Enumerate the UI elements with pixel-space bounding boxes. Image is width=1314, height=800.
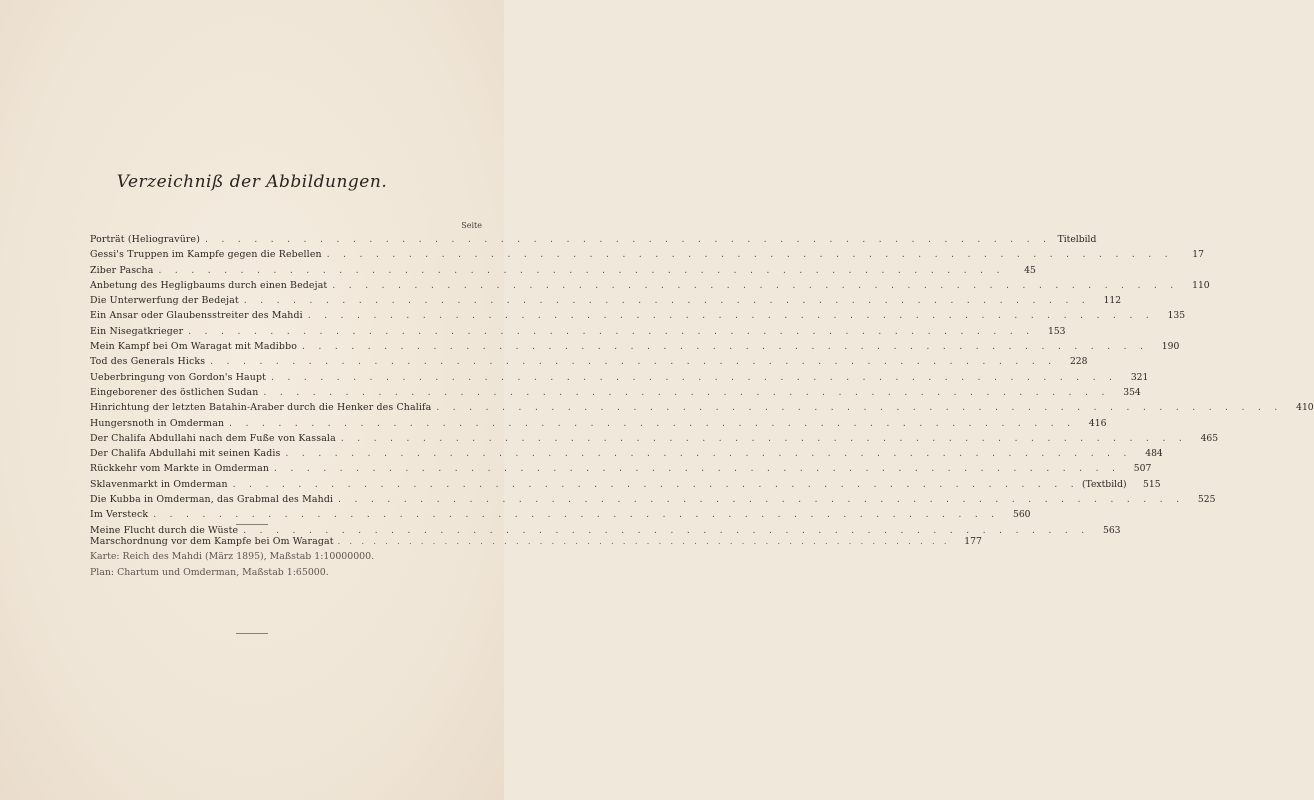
list-item <box>90 549 483 564</box>
list-item <box>90 370 1149 385</box>
list-item <box>90 232 1097 247</box>
list-item <box>90 565 483 580</box>
entry-page: 560 <box>1012 509 1031 521</box>
entry-page: 228 <box>1069 356 1088 368</box>
list-item <box>90 354 1088 369</box>
divider-rule <box>236 633 268 634</box>
entry-page: 17 <box>1192 249 1204 261</box>
entry-page: 112 <box>1103 295 1122 307</box>
entry-label: Ein Ansar oder Glaubensstreiter des Mahdi <box>90 310 303 322</box>
list-item <box>90 534 982 549</box>
leader-dots: . . . . . . . . . . . . . . . . . . . . . . . . . . . . . . . . . . . . . . . . . . . . . . . . . . . . <box>209 357 1056 367</box>
entry-note: (Textbild) <box>1082 478 1127 490</box>
entry-page: 410 <box>1296 402 1314 414</box>
list-item <box>90 477 1161 492</box>
leader-dots: . . . . . . . . . . . . . . . . . . . . . . . . . . . . . . . . . . . . . . . . . . . . . . . . . . . . <box>435 403 1282 413</box>
leader-dots: . . . . . . . . . . . . . . . . . . . . . . . . . . . . . . . . . . . . . . . . . . . . . . . . . . . . <box>301 342 1148 352</box>
entry-page: 45 <box>1024 264 1036 276</box>
leader-dots: . . . . . . . . . . . . . . . . . . . . . . . . . . . . . . . . . . . . . . . . . . . . . . . . . . . . <box>157 265 1004 275</box>
entry-label: Im Versteck <box>90 509 149 521</box>
entry-page: 321 <box>1130 371 1149 383</box>
list-item <box>90 492 1216 507</box>
entry-label: Mein Kampf bei Om Waragat mit Madibbo <box>90 341 298 353</box>
list-item <box>90 293 1122 308</box>
supplement-list <box>90 534 982 580</box>
leader-dots: . . . . . . . . . . . . . . . . . . . . . . . . . . . . . . . . . . . . . . . . . . . . . . . . . . . . <box>273 464 1120 474</box>
list-item <box>90 263 1036 278</box>
entry-label: Gessi's Truppen im Kampfe gegen die Rebellen <box>90 249 322 261</box>
entry-page: 153 <box>1047 325 1066 337</box>
leader-dots: . . . . . . . . . . . . . . . . . . . . . . . . . . . . . . . . . . . . . . . . . . . . . . . . . . . . <box>187 326 1034 336</box>
leader-dots: . . . . . . . . . . . . . . . . . . . . . . . . . . . . . . . . . . . . . . . . . . . . . . . . . . . . <box>284 449 1131 459</box>
entry-label: Hungersnoth in Omderman <box>90 417 225 429</box>
illustrations-list <box>90 232 1314 538</box>
leader-dots: . . . . . . . . . . . . . . . . . . . . . . . . . . . . . . . . . . . . . . . . . . . . . . . . . . . . <box>339 433 1187 443</box>
entry-page: 135 <box>1167 310 1186 322</box>
list-item <box>90 308 1186 323</box>
entry-label: Anbetung des Hegligbaums durch einen Bedejat <box>90 279 328 291</box>
list-item <box>90 431 1219 446</box>
list-item <box>90 400 1314 415</box>
page-title: Verzeichniß der Abbildungen. <box>116 172 388 192</box>
divider-rule <box>236 524 268 525</box>
entry-page: Titelbild <box>1057 234 1097 245</box>
leader-dots: . . . . . . . . . . . . . . . . . . . . . . . . . . . . . . . . . . . . . . . . . . . . . . . . . . . . <box>331 280 1178 290</box>
seite-column-header: Seite <box>461 221 482 230</box>
leader-dots: . . . . . . . . . . . . . . . . . . . . . . . . . . . . . . . . . . . . . . . . . . . . . . . . . . . . <box>270 372 1117 382</box>
list-item <box>90 339 1180 354</box>
leader-dots: . . . . . . . . . . . . . . . . . . . . . . . . . . . . . . . . . . . . . . . . . . . . . . . . . . . . <box>231 479 1078 489</box>
list-item <box>90 278 1210 293</box>
entry-label: Rückkehr vom Markte in Omderman <box>90 463 270 475</box>
entry-label: Die Kubba in Omderman, das Grabmal des Mahdi <box>90 494 334 506</box>
leader-dots: . . . . . . . . . . . . . . . . . . . . . . . . . . . . . . . . . . . . . . . . . . . . . . . . . . . . <box>228 418 1075 428</box>
entry-page: 507 <box>1133 463 1152 475</box>
entry-page: 354 <box>1123 386 1141 398</box>
leader-dots: . . . . . . . . . . . . . . . . . . . . . . . . . . . . . . . . . . . . . . . . . . . . . . . . . . . . <box>242 525 1089 535</box>
list-item <box>90 247 1204 262</box>
leader-dots: . . . . . . . . . . . . . . . . . . . . . . . . . . . . . . . . . . . . . . . . . . . . . . . . . . . . <box>204 235 1051 244</box>
entry-label: Tod des Generals Hicks <box>90 356 206 368</box>
entry-label: Ziber Pascha <box>90 264 154 276</box>
entry-label: Eingeborener des östlichen Sudan <box>90 386 259 398</box>
list-item <box>90 507 1031 522</box>
entry-label: Ueberbringung von Gordon's Haupt <box>90 371 267 383</box>
leader-dots: . . . . . . . . . . . . . . . . . . . . . . . . . . . . . . . . . . . . . . . . . . . . . . . . . . . . <box>152 510 999 520</box>
entry-page: 484 <box>1145 448 1163 460</box>
list-item <box>90 416 1107 431</box>
entry-label: Der Chalifa Abdullahi nach dem Fuße von Kassala <box>90 432 336 444</box>
list-item <box>90 324 1066 339</box>
entry-page: 525 <box>1197 494 1216 506</box>
plan-entry: Plan: Chartum und Omderman, Maßstab 1:65000. <box>90 566 329 578</box>
entry-label: Die Unterwerfung der Bedejat <box>90 295 239 307</box>
entry-label: Der Chalifa Abdullahi mit seinen Kadis <box>90 448 281 460</box>
entry-label: Marschordnung vor dem Kampfe bei Om Waragat <box>90 536 334 547</box>
list-item <box>90 461 1152 476</box>
leader-dots: . . . . . . . . . . . . . . . . . . . . . . . . . . . . . . . . . . . . . . . . . . . . . . . . . . . . <box>262 387 1109 397</box>
entry-page: 110 <box>1192 279 1210 291</box>
entry-page: 190 <box>1161 341 1180 353</box>
map-entry: Karte: Reich des Mahdi (März 1895), Maßstab 1:10000000. <box>90 551 375 563</box>
entry-label: Ein Nisegatkrieger <box>90 325 184 337</box>
leader-dots: . . . . . . . . . . . . . . . . . . . . . . . . . . . . . . . . . . . . . . . . . . . . . . . . . . . . <box>306 311 1154 321</box>
entry-page: 177 <box>964 536 982 547</box>
entry-label: Meine Flucht durch die Wüste <box>90 524 239 536</box>
entry-page: 416 <box>1088 417 1107 429</box>
entry-label: Porträt (Heliogravüre) <box>90 234 201 245</box>
entry-page: 465 <box>1200 432 1219 444</box>
leader-dots: . . . . . . . . . . . . . . . . . . . . . . . . . . . . . . . . . . . . . . . . . . . . . . . . . . . . <box>325 250 1172 260</box>
list-item <box>90 385 1141 400</box>
leader-dots: . . . . . . . . . . . . . . . . . . . . . . . . . . . . . . . . . . . . . . . . . . . . . . . . . . . . <box>242 296 1090 306</box>
entry-label: Sklavenmarkt in Omderman <box>90 478 228 490</box>
entry-label: Hinrichtung der letzten Batahin-Araber durch die Henker des Chalifa <box>90 402 432 414</box>
entry-page: 563 <box>1102 524 1121 536</box>
leader-dots: . . . . . . . . . . . . . . . . . . . . . . . . . . . . . . . . . . . . . . . . . . . . . . . . . . . . <box>337 537 950 546</box>
entry-page: 515 <box>1143 478 1161 490</box>
leader-dots: . . . . . . . . . . . . . . . . . . . . . . . . . . . . . . . . . . . . . . . . . . . . . . . . . . . . <box>337 495 1184 505</box>
list-item <box>90 446 1163 461</box>
